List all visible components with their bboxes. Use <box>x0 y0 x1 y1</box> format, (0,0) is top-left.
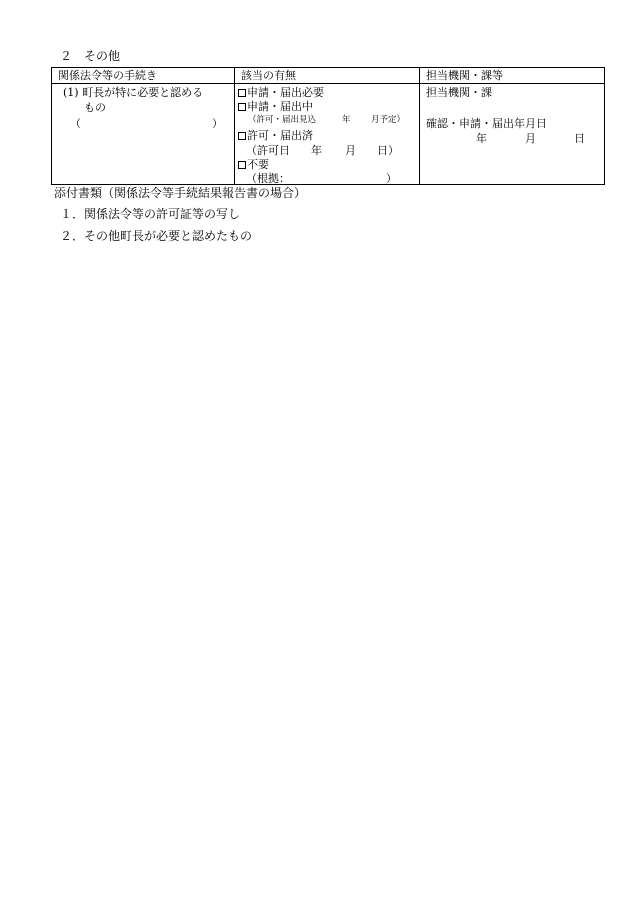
confirm-date-label: 確認・申請・届出年月日 <box>426 117 547 130</box>
status-option-not-needed <box>238 157 269 172</box>
done-day: 日） <box>377 144 399 157</box>
section-title: ２ その他 <box>60 49 121 63</box>
checkbox-in-progress[interactable] <box>238 103 246 111</box>
header-applicability: 該当の有無 <box>235 68 420 84</box>
confirm-day: 日 <box>574 132 585 145</box>
procedure-line-2: もの <box>84 101 106 114</box>
attachments-title: 添付書類（関係法令等手続結果報告書の場合） <box>54 186 307 200</box>
table-row <box>52 84 605 185</box>
table-header-row <box>52 68 605 84</box>
in-progress-month-plan: 月予定） <box>371 115 406 125</box>
status-option-done <box>238 128 313 143</box>
attachment-item-1: １．関係法令等の許可証等の写し <box>60 207 241 221</box>
status-option-not-needed-label: 不要 <box>247 158 269 171</box>
status-option-in-progress-label: 申請・届出中 <box>247 100 313 113</box>
checkbox-done[interactable] <box>238 132 246 140</box>
status-option-in-progress <box>238 99 313 114</box>
status-option-required <box>238 85 324 100</box>
in-progress-note: （許可・届出見込 <box>248 115 317 125</box>
not-needed-close: ） <box>386 172 397 185</box>
status-option-done-label: 許可・届出済 <box>247 129 313 142</box>
procedure-line-1: (1) 町長が特に必要と認める <box>63 86 204 99</box>
done-note: （許可日 <box>246 144 290 157</box>
confirm-month: 月 <box>525 132 536 145</box>
not-needed-note: （根拠： <box>246 172 290 185</box>
confirm-year: 年 <box>476 132 487 145</box>
header-procedures: 関係法令等の手続き <box>52 68 235 84</box>
agency-line-1: 担当機関・課 <box>426 86 492 99</box>
procedure-cell <box>52 84 235 185</box>
done-month: 月 <box>345 144 356 157</box>
procedure-paren-open: （ <box>70 117 81 130</box>
done-year: 年 <box>311 144 322 157</box>
procedure-paren-close: ） <box>212 117 223 130</box>
status-option-required-label: 申請・届出必要 <box>247 86 324 99</box>
in-progress-year: 年 <box>342 115 351 125</box>
checkbox-required[interactable] <box>238 89 246 97</box>
agency-cell <box>420 84 605 185</box>
checkbox-not-needed[interactable] <box>238 161 246 169</box>
header-agency: 担当機関・課等 <box>420 68 605 84</box>
procedures-table <box>51 67 605 185</box>
attachment-item-2: ２．その他町長が必要と認めたもの <box>60 229 253 243</box>
status-cell <box>235 84 420 185</box>
